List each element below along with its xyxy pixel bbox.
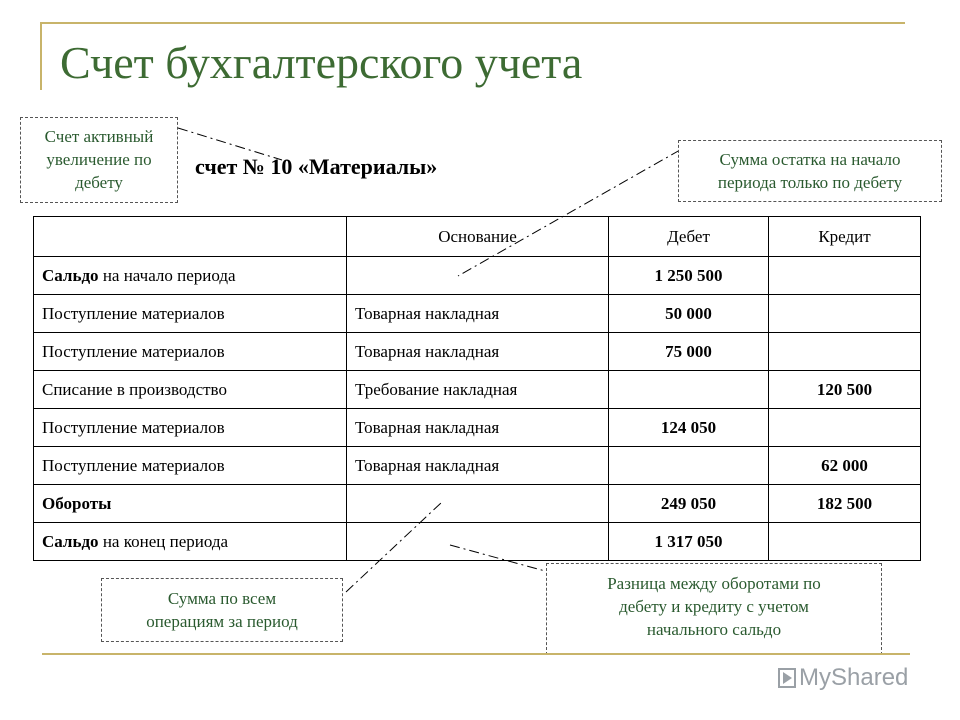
row-label: Списание в производство [34, 371, 347, 409]
row-credit: 62 000 [769, 447, 921, 485]
row-credit [769, 295, 921, 333]
row-label: Поступление материалов [34, 333, 347, 371]
row-debit: 50 000 [609, 295, 769, 333]
row-basis [347, 523, 609, 561]
row-basis: Товарная накладная [347, 295, 609, 333]
row-label: Сальдо на начало периода [34, 257, 347, 295]
row-basis: Товарная накладная [347, 409, 609, 447]
slide-title: Счет бухгалтерского учета [60, 37, 583, 88]
bottom-rule [42, 653, 910, 655]
row-label: Поступление материалов [34, 409, 347, 447]
table-header-row [34, 217, 921, 257]
row-credit: 120 500 [769, 371, 921, 409]
row-label: Поступление материалов [34, 447, 347, 485]
row-basis [347, 257, 609, 295]
table-row [34, 409, 921, 447]
row-debit [609, 371, 769, 409]
row-label: Сальдо на конец периода [34, 523, 347, 561]
callout-active-account: Счет активный увеличение по дебету [20, 117, 178, 203]
row-basis: Требование накладная [347, 371, 609, 409]
callout-turnover-sum: Сумма по всем операциям за период [101, 578, 343, 642]
row-credit [769, 333, 921, 371]
row-label: Поступление материалов [34, 295, 347, 333]
row-basis: Товарная накладная [347, 333, 609, 371]
header-cell-empty [34, 217, 347, 257]
row-debit: 75 000 [609, 333, 769, 371]
watermark: MyShared [778, 664, 908, 692]
table-row [34, 523, 921, 561]
table-row [34, 371, 921, 409]
row-debit: 249 050 [609, 485, 769, 523]
header-cell-basis: Основание [347, 217, 609, 257]
leader-active-account [178, 128, 282, 160]
table-row [34, 333, 921, 371]
row-debit: 1 317 050 [609, 523, 769, 561]
callout-difference: Разница между оборотами по дебету и кредиту с учетом начального сальдо [546, 563, 882, 655]
table-row [34, 257, 921, 295]
header-cell-credit: Кредит [769, 217, 921, 257]
row-debit: 1 250 500 [609, 257, 769, 295]
table-row [34, 295, 921, 333]
row-credit [769, 409, 921, 447]
row-debit: 124 050 [609, 409, 769, 447]
row-label: Обороты [34, 485, 347, 523]
watermark-logo-icon [778, 667, 796, 689]
account-subtitle: счет № 10 «Материалы» [195, 154, 438, 179]
table-row [34, 447, 921, 485]
callout-opening-balance: Сумма остатка на начало периода только по дебету [678, 140, 942, 202]
row-basis [347, 485, 609, 523]
row-credit [769, 257, 921, 295]
header-cell-debit: Дебет [609, 217, 769, 257]
ledger-table [33, 216, 921, 561]
row-debit [609, 447, 769, 485]
row-basis: Товарная накладная [347, 447, 609, 485]
table-row [34, 485, 921, 523]
row-credit: 182 500 [769, 485, 921, 523]
row-credit [769, 523, 921, 561]
